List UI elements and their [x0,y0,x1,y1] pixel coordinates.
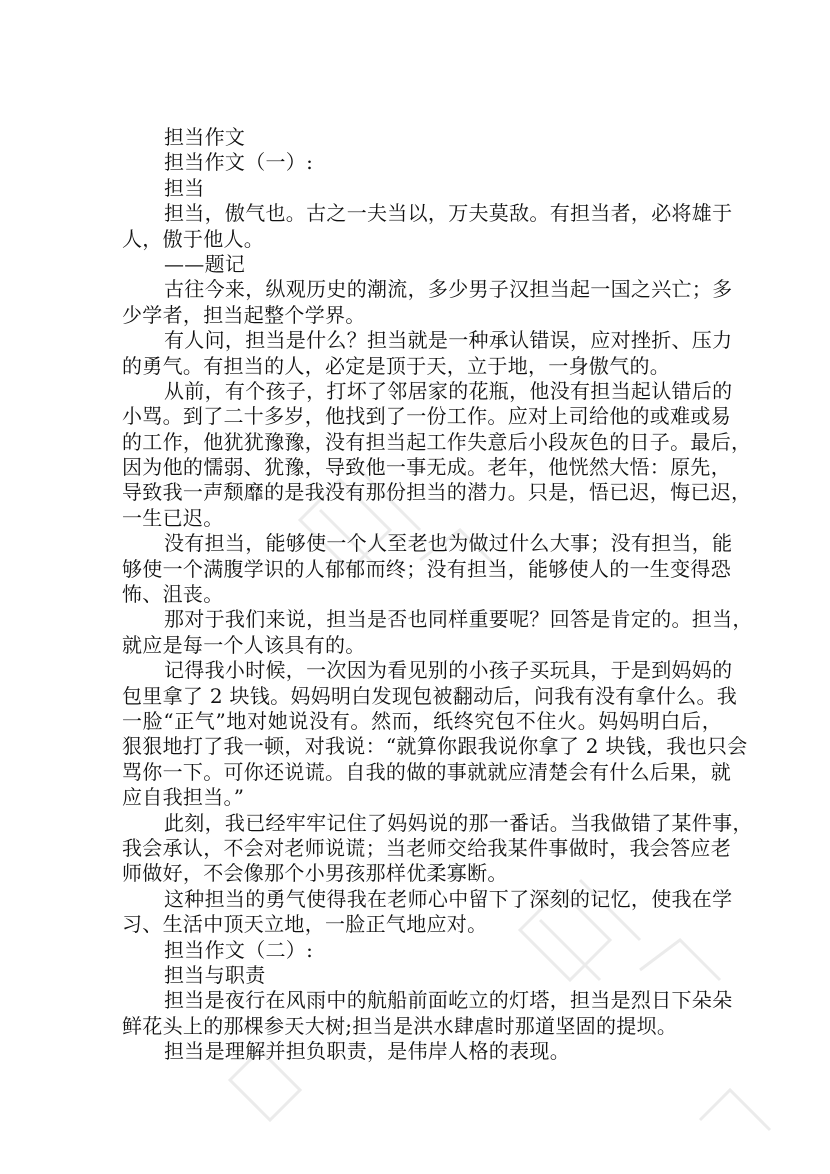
text-line: 的工作，他犹犹豫豫，没有担当起工作失意后小段灰色的日子。最后， [122,429,752,454]
text-line: 担当是夜行在风雨中的航船前面屹立的灯塔，担当是烈日下朵朵 [164,988,733,1013]
text-line: 那对于我们来说，担当是否也同样重要呢？回答是肯定的。担当， [164,607,753,632]
text-line: 师做好，不会像那个小男孩那样优柔寡断。 [122,861,508,886]
text-line: 一生已迟。 [122,505,224,530]
text-line: 有人问，担当是什么？担当就是一种承认错误，应对挫折、压力 [164,328,733,353]
text-line: 从前，有个孩子，打坏了邻居家的花瓶，他没有担当起认错后的 [164,378,733,403]
text-line: 导致我一声颓靡的是我没有那份担当的潜力。只是，悟已迟，悔已迟， [122,480,752,505]
text-line: 记得我小时候，一次因为看见别的小孩子买玩具，于是到妈妈的 [164,658,733,683]
text-line: 人，傲于他人。 [122,226,265,251]
text-line: ——题记 [164,251,246,276]
text-line: 少学者，担当起整个学界。 [122,302,366,327]
text-line: 担当作文（二）: [164,937,314,962]
text-line: 应自我担当。” [122,785,245,810]
text-line: 就应是每一个人该具有的。 [122,632,366,657]
text-line: 担当作文（一）: [164,150,314,175]
text-line: 担当 [164,175,205,200]
text-line: 我会承认，不会对老师说谎；当老师交给我某件事做时，我会答应老 [122,835,731,860]
text-line: 怖、沮丧。 [122,582,224,607]
text-line: 没有担当，能够使一个人至老也为做过什么大事；没有担当，能 [164,531,733,556]
text-line: 担当与职责 [164,962,266,987]
text-line: 担当，傲气也。古之一夫当以，万夫莫敌。有担当者，必将雄于 [164,201,733,226]
text-line: 这种担当的勇气使得我在老师心中留下了深刻的记忆，使我在学 [164,886,733,911]
text-line: 鲜花头上的那棵参天大树;担当是洪水肆虐时那道坚固的提坝。 [122,1013,678,1038]
document-body [122,125,753,1064]
text-line: 的勇气。有担当的人，必定是顶于天，立于地，一身傲气的。 [122,353,671,378]
text-line: 小骂。到了二十多岁，他找到了一份工作。应对上司给他的或难或易 [122,404,731,429]
text-line: 一脸“正气”地对她说没有。然而，纸终究包不住火。妈妈明白后， [122,708,722,733]
text-line: 此刻，我已经牢牢记住了妈妈说的那一番话。当我做错了某件事， [164,810,753,835]
text-line: 狠狠地打了我一顿，对我说：“就算你跟我说你拿了 2 块钱，我也只会 [122,734,748,759]
text-line: 习、生活中顶天立地，一脸正气地应对。 [122,912,488,937]
text-line: 因为他的懦弱、犹豫，导致他一事无成。老年，他恍然大悟：原先， [122,455,731,480]
text-line: 担当是理解并担负职责，是伟岸人格的表现。 [164,1039,570,1064]
text-line: 担当作文 [164,125,246,149]
text-line: 够使一个满腹学识的人郁郁而终；没有担当，能够使人的一生变得恐 [122,556,731,581]
text-line: 骂你一下。可你还说谎。自我的做的事就就应清楚会有什么后果，就 [122,759,731,784]
text-line: 古往今来，纵观历史的潮流，多少男子汉担当起一国之兴亡；多 [164,277,733,302]
text-line: 包里拿了 2 块钱。妈妈明白发现包被翻动后，问我有没有拿什么。我 [122,683,738,708]
